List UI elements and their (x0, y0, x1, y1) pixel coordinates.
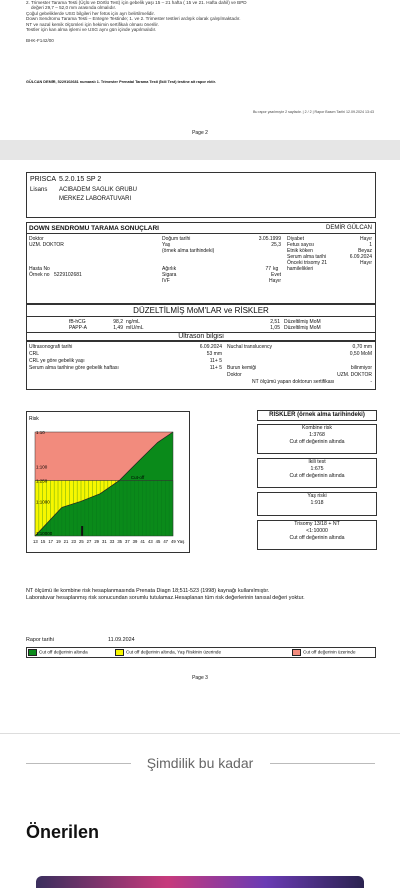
recommended-heading: Önerilen (26, 822, 100, 842)
divider (27, 233, 375, 234)
bullet-3: Down Sendromu Tarama Testi – Entegre Testinde; 1. ve 2. Trimester testleri ardışık olarak çalışılmaktadır. (26, 16, 241, 22)
ivf-label: IVF (162, 278, 170, 284)
y-axis-label: Risk (29, 416, 39, 422)
header-box (26, 172, 376, 218)
section-divider (0, 733, 400, 734)
yellow-swatch (115, 649, 124, 656)
legend-green (28, 649, 88, 656)
note-line-1: NT ölçümü ile kombine risk hesaplanmasında Prenata Diagn 18;511-523 (1998) kaynağı kullanılmıştır. (26, 588, 270, 594)
dob-value: 3.05.1999 (258, 236, 281, 242)
x-tick-label: 15 (40, 539, 46, 544)
x-tick-label: 45 (155, 539, 161, 544)
x-tick-label: 49 (171, 539, 176, 544)
x-axis-label: Yaş (177, 539, 185, 544)
bullet-4: NT ve nazal kemik ölçümleri için hekimin sertifikalı olması önerilir. (26, 21, 159, 27)
us-date-label: Ultrasonografi tarihi (29, 344, 73, 350)
smoker-label: Sigara (162, 272, 177, 278)
x-tick-label: 39 (132, 539, 138, 544)
report-date-value: 11.09.2024 (108, 637, 135, 643)
mom-row-1-value: 98,2 (113, 319, 123, 325)
prev-t21-label: Önceki trisomy 21 (287, 260, 328, 266)
bullet-5: Testler için kan alma işlemi ve USG aynı gün içinde yapılmalıdır. (26, 27, 157, 33)
cutoff-label: Cut-off (130, 474, 145, 480)
patient-marker (81, 526, 83, 536)
x-tick-label: 19 (56, 539, 61, 544)
mom-row-1-mom: 2,51 (270, 319, 280, 325)
instruction-bullets (26, 0, 376, 44)
weight-label: Ağırlık (162, 266, 177, 272)
risk-value: <1:10000 (306, 528, 328, 534)
bullet-2: Çoğul gebeliklerde USG bilgileri her fetüs için ayrı belirtilmelidir. (26, 10, 155, 16)
recommended-thumbnail[interactable] (36, 876, 364, 888)
form-code: BHK-F142/00 (26, 38, 54, 44)
age-note: (örnek alma tarihindeki) (162, 248, 215, 254)
software-label: PRISCA (30, 176, 57, 183)
ultrasound-box (26, 340, 376, 390)
risk-chart (27, 412, 189, 552)
us-date-value: 6.09.2024 (199, 344, 222, 350)
legend-yellow (115, 649, 221, 656)
patient-name: DEMİR GÜLCAN (325, 225, 372, 231)
y-tick-label: 1:100 (36, 464, 48, 470)
cert-value: - (370, 379, 372, 385)
mom-row-2-unit: mIU/mL (126, 325, 144, 331)
diabetes-label: Diyabet (287, 236, 304, 242)
risk-block-combined (257, 424, 377, 454)
license-line2: MERKEZ LABORATUVARI (59, 196, 132, 202)
x-tick-label: 25 (79, 539, 84, 544)
crl-ga-label: CRL ye göre gebelik yaşı (29, 358, 85, 364)
x-tick-label: 29 (94, 539, 100, 544)
license-label: Lisans (30, 187, 48, 193)
risk-note: Cut off değerinin altında (289, 535, 345, 541)
mom-row-2-value: 1,49 (113, 325, 123, 331)
license-line1: ACIBADEM SAGLIK GRUBU (59, 187, 138, 193)
green-swatch (28, 649, 37, 656)
page-number-2: Page 2 (192, 130, 208, 136)
bullet-1-cont: değeri 29,7 – 52,0 mm arasında olmalıdır. (31, 5, 117, 11)
mom-title: DÜZELTİLMİŞ MoM'LAR ve RİSKLER (133, 306, 269, 315)
smoker-value: Evet (270, 272, 281, 278)
risk-label: İkili test (308, 459, 326, 465)
legend-yellow-label: Cut off değerinin altında, Yaş Riskinin üzerinde (126, 649, 221, 655)
weight-value: 77 (265, 266, 271, 272)
x-tick-label: 35 (117, 539, 123, 544)
diabetes-value: Hayır (360, 236, 372, 242)
legend-bar (26, 647, 376, 658)
dob-label: Doğum tarihi (162, 236, 191, 242)
sample-no-value: 5229102681 (54, 272, 82, 278)
x-tick-label: 17 (48, 539, 54, 544)
nasal-value: bilinmiyor (350, 365, 372, 371)
bullet-1: 2. Trimester Tarama Testi (Üçlü ve Dörtlü Test) için gebelik yaşı 15 – 21 hafta ( 15 ve 21. Hafta dahil) ve BPD (26, 0, 247, 5)
risks-panel (257, 410, 377, 560)
x-tick-label: 13 (33, 539, 38, 544)
risk-label: Yaş riski (307, 493, 327, 499)
serum-date-label: Serum alma tarihi (287, 254, 327, 260)
report-page-3 (0, 160, 400, 715)
weight-unit: kg (273, 266, 279, 272)
previous-page (0, 0, 400, 140)
mom-row-1-label: Düzeltilmiş MoM (284, 319, 321, 325)
page-separator (0, 140, 400, 160)
risk-value: 1:675 (310, 466, 324, 472)
x-tick-label: 43 (148, 539, 153, 544)
legend-red (292, 649, 356, 656)
cert-label: NT ölçümü yapan doktorun sertifikası (252, 379, 335, 385)
sample-no-label: Örnek no (29, 272, 50, 278)
risk-note: Cut off değerinin altında (289, 473, 345, 479)
mom-row-2-name: PAPP-A (69, 325, 87, 331)
x-tick-label: 23 (71, 539, 77, 544)
report-date-label: Rapor tarihi (26, 637, 54, 643)
x-tick-label: 37 (125, 539, 130, 544)
doctor-label: Doktor (29, 236, 44, 242)
ivf-value: Hayır (269, 278, 281, 284)
end-of-content-label: Şimdilik bu kadar (146, 755, 254, 771)
x-tick-label: 33 (109, 539, 115, 544)
nt-label: Nuchal translucency (227, 344, 273, 350)
risk-label: Kombine risk (302, 425, 332, 431)
crl-value: 53 mm (206, 351, 222, 357)
report-footnote: GÜLCAN DEMİR, 5229102681 numaralı 1. Trimester Prenatal Tarama Testi (İkili Test) testine ait rapor ektir. (26, 80, 216, 84)
risk-block-double-test (257, 458, 377, 488)
y-tick-label: 1:10 (36, 430, 45, 435)
divider (27, 316, 375, 317)
x-tick-label: 47 (163, 539, 169, 544)
risk-value: 1:3768 (309, 432, 325, 438)
serum-ga-value: 11+ 5 (209, 365, 222, 371)
report-title: DOWN SENDROMU TARAMA SONUÇLARI (29, 225, 159, 232)
x-tick-label: 41 (140, 539, 146, 544)
software-version: 5.2.0.15 SP 2 (59, 176, 102, 183)
y-tick-label: 1:250 (36, 478, 48, 484)
risk-label: Trisomy 13/18 + NT (294, 521, 340, 527)
serum-ga-label: Serum alma tarihine göre gebelik haftası (29, 365, 119, 371)
patient-info-box (26, 222, 376, 304)
risk-note: Cut off değerinin altında (289, 439, 345, 445)
note-line-2: Laboratuvar hesaplanmış risk sonucundan sorumlu tutulamaz.Hesaplanan tüm risk değerlerinin tanısal değeri yoktur. (26, 595, 305, 601)
serum-date-value: 6.09.2024 (349, 254, 372, 260)
risk-value: 1:918 (310, 500, 324, 506)
page-number-3: Page 3 (192, 675, 208, 681)
us-doctor-value: UZM. DOKTOR (337, 372, 372, 378)
age-value: 25,3 (271, 242, 281, 248)
us-doctor-label: Doktor (227, 372, 242, 378)
ethnic-label: Etnik köken (287, 248, 313, 254)
nt-mom: 0,50 MoM (349, 351, 372, 357)
ultrasound-title: Ultrason bilgisi (178, 332, 224, 340)
age-label: Yaş (162, 242, 171, 248)
y-tick-label: 1:1000 (36, 499, 50, 505)
crl-label: CRL (29, 351, 40, 357)
mom-row-1-unit: ng/mL (126, 319, 140, 325)
risk-chart-frame (26, 411, 190, 553)
legend-red-label: Cut off değerinin üzerinde (303, 649, 356, 655)
x-tick-label: 31 (102, 539, 107, 544)
x-tick-label: 21 (63, 539, 69, 544)
mom-row-1-name: fB-hCG (69, 319, 86, 325)
risk-block-trisomy (257, 520, 377, 550)
y-tick-label: 1:10000 (36, 531, 53, 536)
prev-t21-value: Hayır (360, 260, 372, 266)
mom-box (26, 304, 376, 342)
crl-ga-value: 11+ 5 (209, 358, 222, 364)
red-swatch (292, 649, 301, 656)
doctor-value: UZM. DOKTOR (29, 242, 64, 248)
nt-value: 0,70 mm (352, 344, 372, 350)
nasal-label: Burun kemiği (227, 365, 257, 371)
risks-title: RİSKLER (örnek alma tarihindeki) (257, 410, 377, 421)
x-tick-label: 27 (86, 539, 92, 544)
ethnic-value: Beyaz (358, 248, 372, 254)
mom-row-2-mom: 1,05 (270, 325, 280, 331)
prev-t21-label2: hamilelikleri (287, 266, 314, 272)
legend-green-label: Cut off değerinin altında (39, 649, 88, 655)
risk-block-age (257, 492, 377, 516)
print-info: Bu rapor yazılmıştır 2 sayfadır. | 2 / 2 | Rapor Basım Tarihi 12.09.2024 13:43 (252, 110, 374, 114)
fetus-label: Fetus sayısı (287, 242, 314, 248)
fetus-value: 1 (369, 242, 372, 248)
patient-no-label: Hasta No (29, 266, 50, 272)
mom-row-2-label: Düzeltilmiş MoM (284, 325, 321, 331)
